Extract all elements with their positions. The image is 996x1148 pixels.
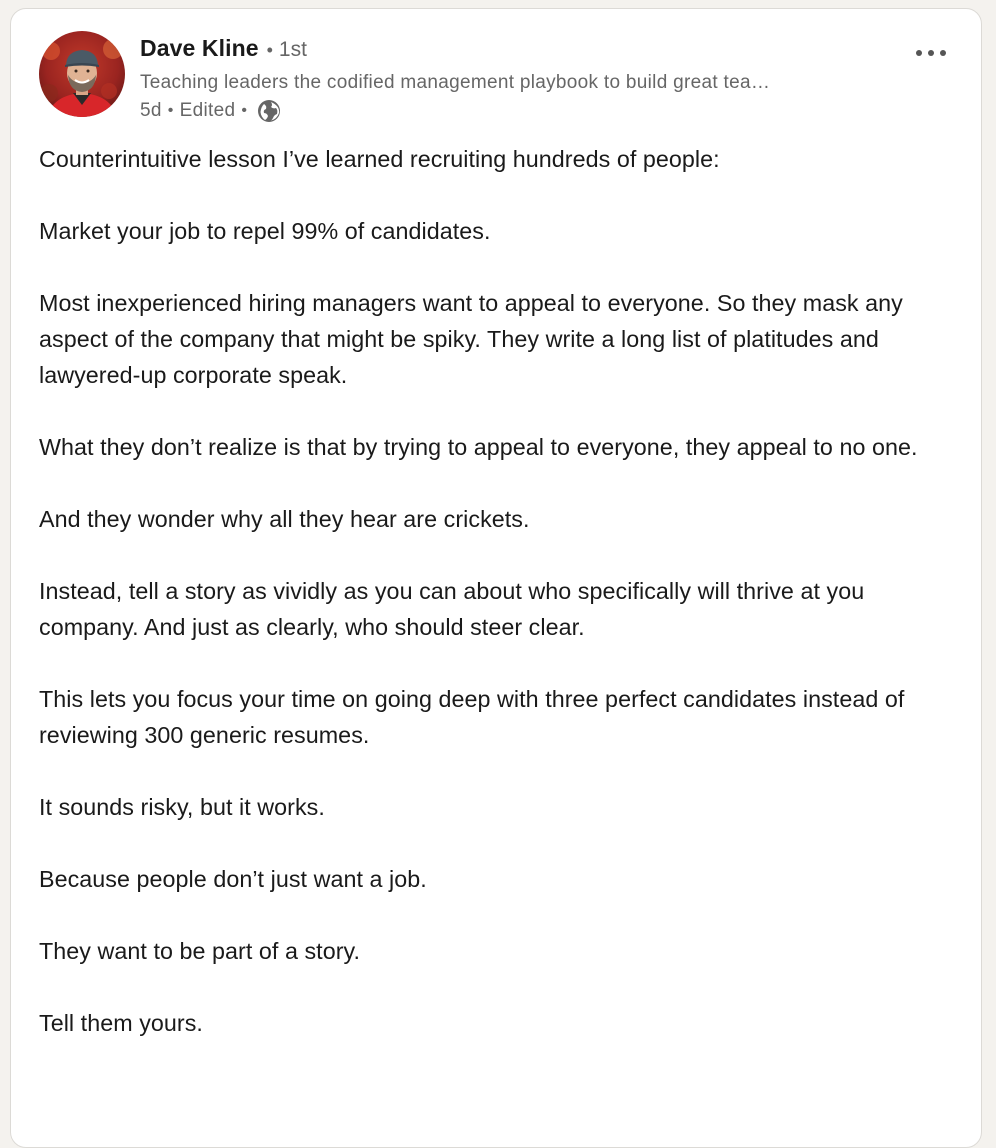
time-separator: • xyxy=(167,102,174,119)
author-name-line xyxy=(140,29,901,69)
more-dot xyxy=(940,50,946,56)
globe-icon xyxy=(256,98,282,124)
post-card xyxy=(10,8,982,1148)
more-dot xyxy=(916,50,922,56)
post-paragraph: What they don’t realize is that by trying to appeal to everyone, they appeal to no one. xyxy=(39,434,918,460)
author-avatar[interactable] xyxy=(39,31,125,117)
more-options-icon[interactable] xyxy=(909,41,953,65)
post-paragraph: Instead, tell a story as vividly as you can about who specifically will thrive at you company. And just as clearly, who should steer clear. xyxy=(39,578,865,640)
post-paragraph: Tell them yours. xyxy=(39,1010,203,1036)
post-paragraph: It sounds risky, but it works. xyxy=(39,794,325,820)
post-paragraph: Most inexperienced hiring managers want to appeal to everyone. So they mask any aspect of the company that might be spiky. They write a long list of platitudes and lawyered-up corporate speak. xyxy=(39,290,903,388)
post-paragraph: This lets you focus your time on going deep with three perfect candidates instead of reviewing 300 generic resumes. xyxy=(39,686,905,748)
post-timestamp-line xyxy=(140,97,901,125)
post-paragraph: Because people don’t just want a job. xyxy=(39,866,427,892)
author-name[interactable]: Dave Kline xyxy=(140,35,259,61)
post-header xyxy=(39,29,961,129)
post-time[interactable]: 5d xyxy=(140,100,162,121)
more-dot xyxy=(928,50,934,56)
post-body xyxy=(39,141,969,1077)
connection-degree: 1st xyxy=(278,38,307,61)
post-paragraph: Market your job to repel 99% of candidates. xyxy=(39,218,491,244)
author-headline: Teaching leaders the codified management playbook to build great tea… xyxy=(140,72,771,93)
visibility-separator: • xyxy=(241,102,248,119)
author-meta xyxy=(140,29,901,125)
post-paragraph: And they wonder why all they hear are crickets. xyxy=(39,506,530,532)
degree-separator: • xyxy=(266,40,273,60)
edited-label: Edited xyxy=(179,100,236,121)
post-paragraph: They want to be part of a story. xyxy=(39,938,361,964)
post-paragraph: Counterintuitive lesson I’ve learned recruiting hundreds of people: xyxy=(39,146,720,172)
